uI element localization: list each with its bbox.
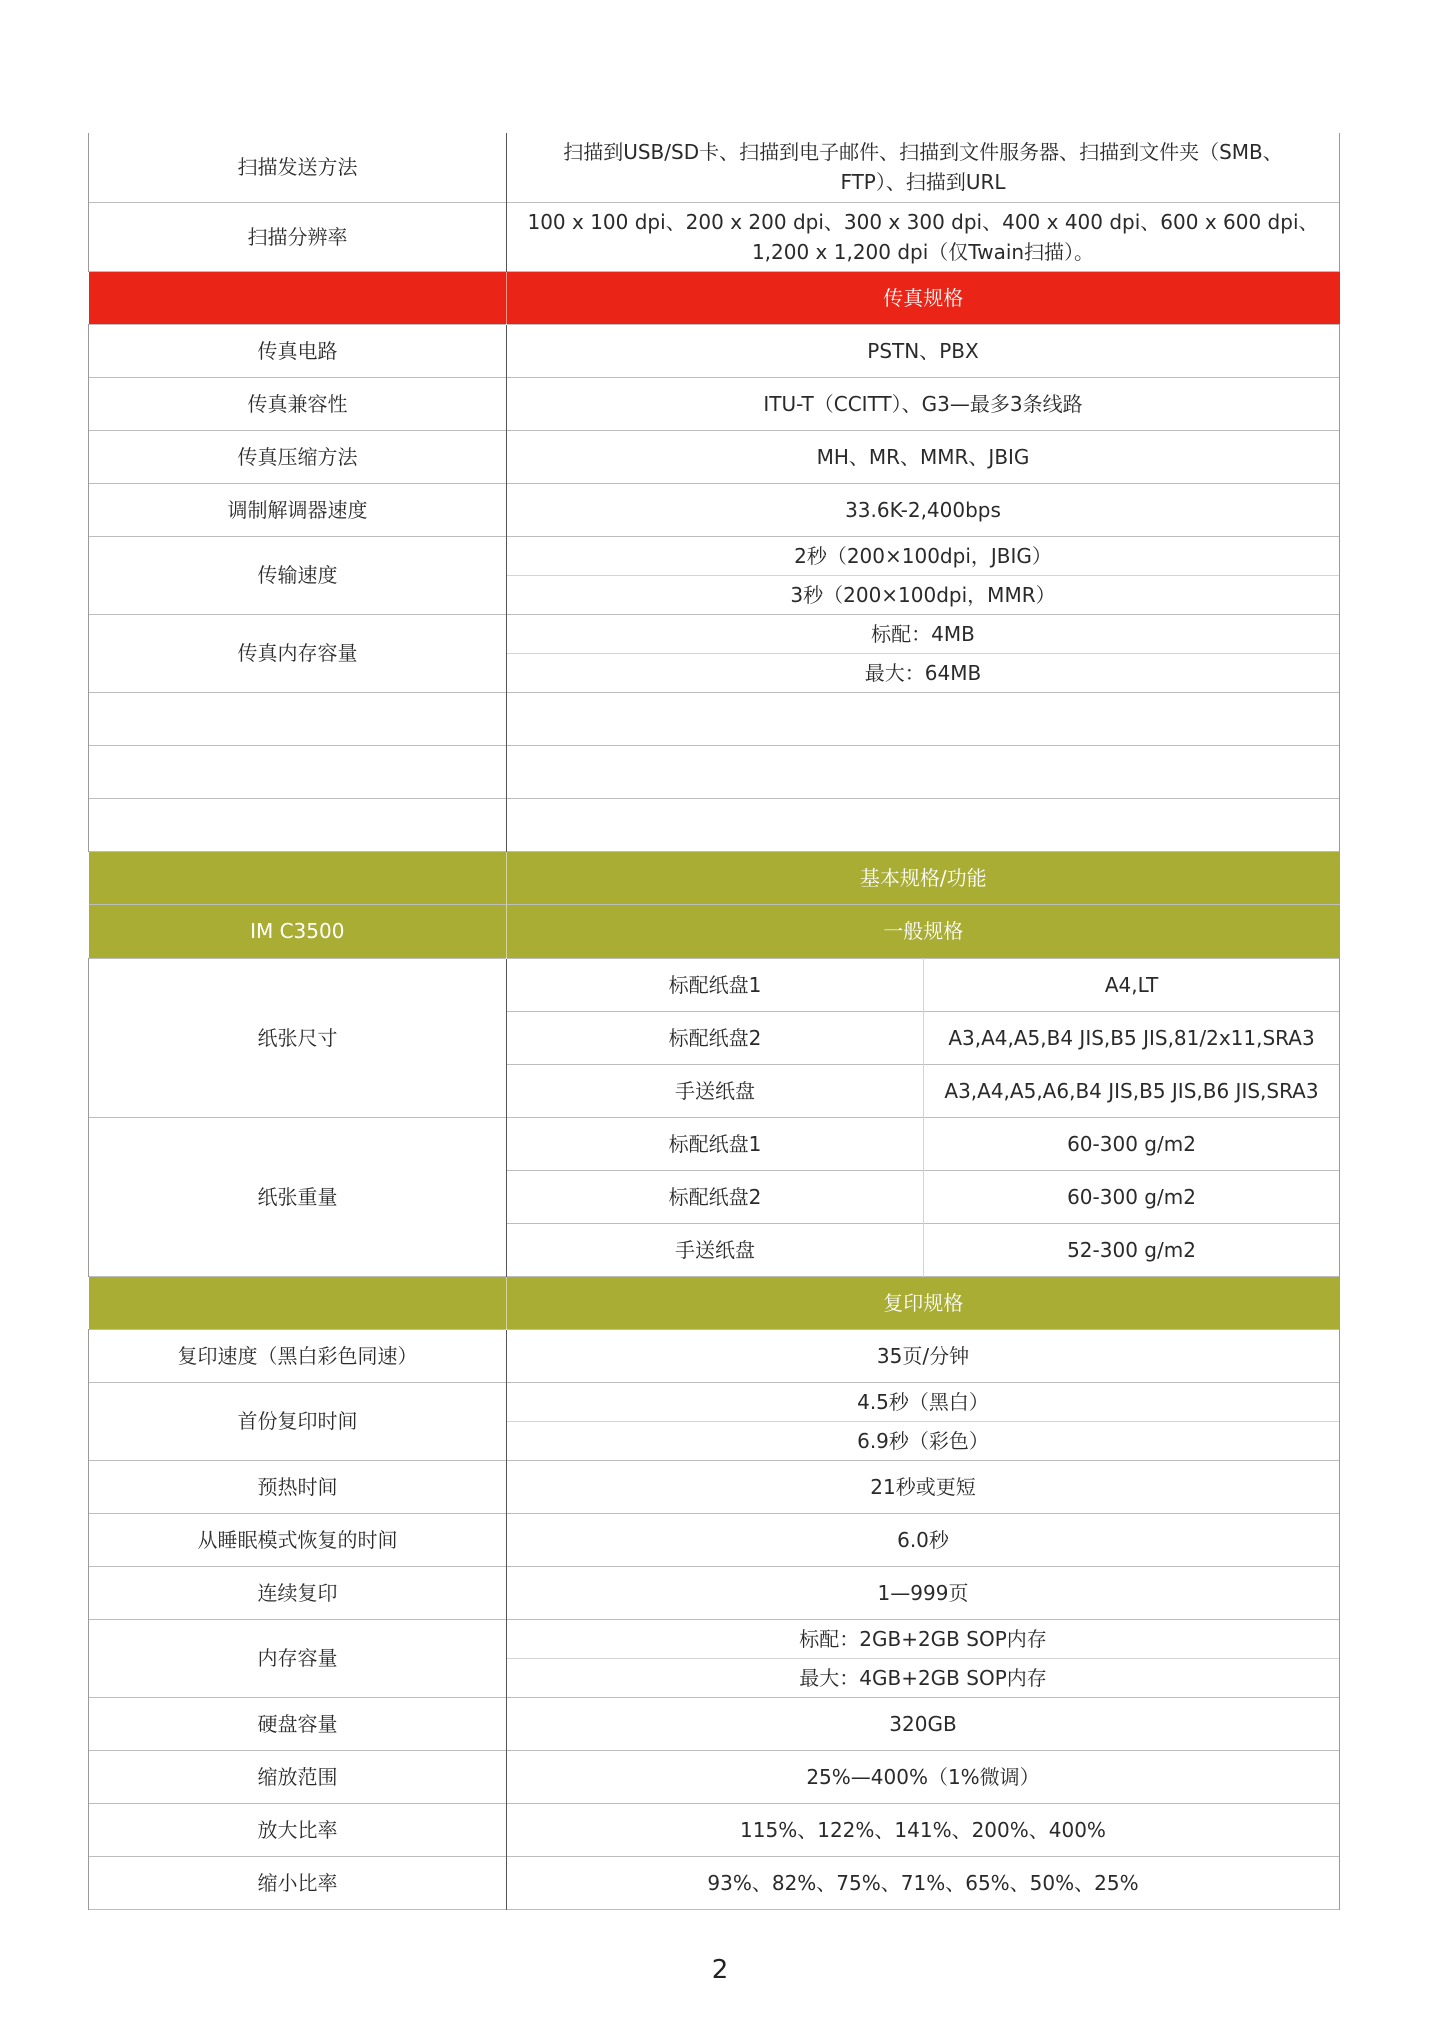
row-warmup: [89, 1460, 1340, 1513]
row-label: 从睡眠模式恢复的时间: [89, 1513, 507, 1566]
row-transmit-speed: [89, 536, 1340, 575]
row-value: 4.5秒（黑白）: [507, 1382, 1340, 1421]
tray-name: 标配纸盘1: [668, 1131, 762, 1156]
section-title: 一般规格: [507, 904, 1340, 958]
row-label: 放大比率: [89, 1803, 507, 1856]
row-paper-size: [89, 958, 1340, 1011]
row-value: 标配：4MB: [507, 614, 1340, 653]
row-value: ITU-T（CCITT）、G3—最多3条线路: [507, 377, 1340, 430]
row-label: 扫描发送方法: [89, 133, 507, 202]
row-label: 连续复印: [89, 1566, 507, 1619]
row-label: 传真兼容性: [89, 377, 507, 430]
section-title: 基本规格/功能: [507, 851, 1340, 904]
row-label: 预热时间: [89, 1460, 507, 1513]
row-label: 首份复印时间: [89, 1382, 507, 1460]
row-label: 缩小比率: [89, 1856, 507, 1909]
row-value: 93%、82%、75%、71%、65%、50%、25%: [507, 1856, 1340, 1909]
row-scan-send-method: [89, 133, 1340, 202]
model-name: IM C3500: [89, 904, 507, 958]
row-label: 硬盘容量: [89, 1697, 507, 1750]
row-label: 传真内存容量: [89, 614, 507, 692]
row-sleep-recovery: [89, 1513, 1340, 1566]
row-value: 35页/分钟: [507, 1329, 1340, 1382]
row-fax-memory: [89, 614, 1340, 653]
row-label: 内存容量: [89, 1619, 507, 1697]
row-value: 25%—400%（1%微调）: [507, 1750, 1340, 1803]
row-value: 标配：2GB+2GB SOP内存: [507, 1619, 1340, 1658]
row-label: 传输速度: [89, 536, 507, 614]
row-value: MH、MR、MMR、JBIG: [507, 430, 1340, 483]
basic-section-header: [89, 851, 1340, 904]
tray-value: 60-300 g/m2: [924, 1170, 1340, 1223]
tray-value: A3,A4,A5,B4 JIS,B5 JIS,81/2x11,SRA3: [924, 1011, 1340, 1064]
row-label: 纸张尺寸: [89, 958, 507, 1117]
value-line: FTP）、扫描到URL: [840, 170, 1006, 195]
row-paper-weight: [89, 1117, 1340, 1170]
value-line: 1,200 x 1,200 dpi（仅Twain扫描）。: [751, 239, 1095, 264]
row-value: [507, 133, 1340, 202]
row-fax-circuit: [89, 324, 1340, 377]
row-label: 调制解调器速度: [89, 483, 507, 536]
value-line: 扫描到USB/SD卡、扫描到电子邮件、扫描到文件服务器、扫描到文件夹（SMB、: [563, 140, 1283, 165]
row-first-copy: [89, 1382, 1340, 1421]
page-number: 2: [711, 1955, 729, 1985]
row-value: [507, 202, 1340, 271]
row-modem-speed: [89, 483, 1340, 536]
row-value: 最大：64MB: [507, 653, 1340, 692]
tray-value: 52-300 g/m2: [924, 1223, 1340, 1276]
spec-table: [88, 133, 1340, 1910]
row-zoom-range: [89, 1750, 1340, 1803]
tray-value: A3,A4,A5,A6,B4 JIS,B5 JIS,B6 JIS,SRA3: [924, 1064, 1340, 1117]
row-label: 纸张重量: [89, 1117, 507, 1276]
row-hdd: [89, 1697, 1340, 1750]
empty-row: [89, 798, 1340, 851]
row-value: PSTN、PBX: [507, 324, 1340, 377]
row-value: 最大：4GB+2GB SOP内存: [507, 1658, 1340, 1697]
row-continuous-copy: [89, 1566, 1340, 1619]
row-value: 6.9秒（彩色）: [507, 1421, 1340, 1460]
copy-section-header: [89, 1276, 1340, 1329]
row-label: 复印速度（黑白彩色同速）: [89, 1329, 507, 1382]
tray-name: 手送纸盘: [675, 1237, 755, 1262]
section-title: 复印规格: [507, 1276, 1340, 1329]
tray-value: 60-300 g/m2: [924, 1117, 1340, 1170]
row-value: 6.0秒: [507, 1513, 1340, 1566]
empty-row: [89, 745, 1340, 798]
row-value: 33.6K-2,400bps: [507, 483, 1340, 536]
tray-name: 标配纸盘2: [668, 1184, 762, 1209]
row-copy-speed: [89, 1329, 1340, 1382]
row-value: 21秒或更短: [507, 1460, 1340, 1513]
tray-name: 手送纸盘: [675, 1078, 755, 1103]
row-value: 2秒（200×100dpi，JBIG）: [507, 536, 1340, 575]
fax-section-header: [89, 271, 1340, 324]
row-label: 传真压缩方法: [89, 430, 507, 483]
general-section-header: [89, 904, 1340, 958]
row-label: 缩放范围: [89, 1750, 507, 1803]
row-fax-compression: [89, 430, 1340, 483]
section-title: 传真规格: [507, 271, 1340, 324]
row-fax-compat: [89, 377, 1340, 430]
row-enlarge: [89, 1803, 1340, 1856]
row-label: 扫描分辨率: [89, 202, 507, 271]
row-value: 320GB: [507, 1697, 1340, 1750]
empty-row: [89, 692, 1340, 745]
row-memory: [89, 1619, 1340, 1658]
row-label: 传真电路: [89, 324, 507, 377]
tray-name: 标配纸盘1: [668, 972, 762, 997]
row-reduce: [89, 1856, 1340, 1909]
value-line: 100 x 100 dpi、200 x 200 dpi、300 x 300 dpi、400 x 400 dpi、600 x 600 dpi、: [527, 209, 1319, 234]
row-scan-resolution: [89, 202, 1340, 271]
row-value: 3秒（200×100dpi，MMR）: [507, 575, 1340, 614]
tray-value: A4,LT: [924, 958, 1340, 1011]
tray-name: 标配纸盘2: [668, 1025, 762, 1050]
row-value: 115%、122%、141%、200%、400%: [507, 1803, 1340, 1856]
row-value: 1—999页: [507, 1566, 1340, 1619]
